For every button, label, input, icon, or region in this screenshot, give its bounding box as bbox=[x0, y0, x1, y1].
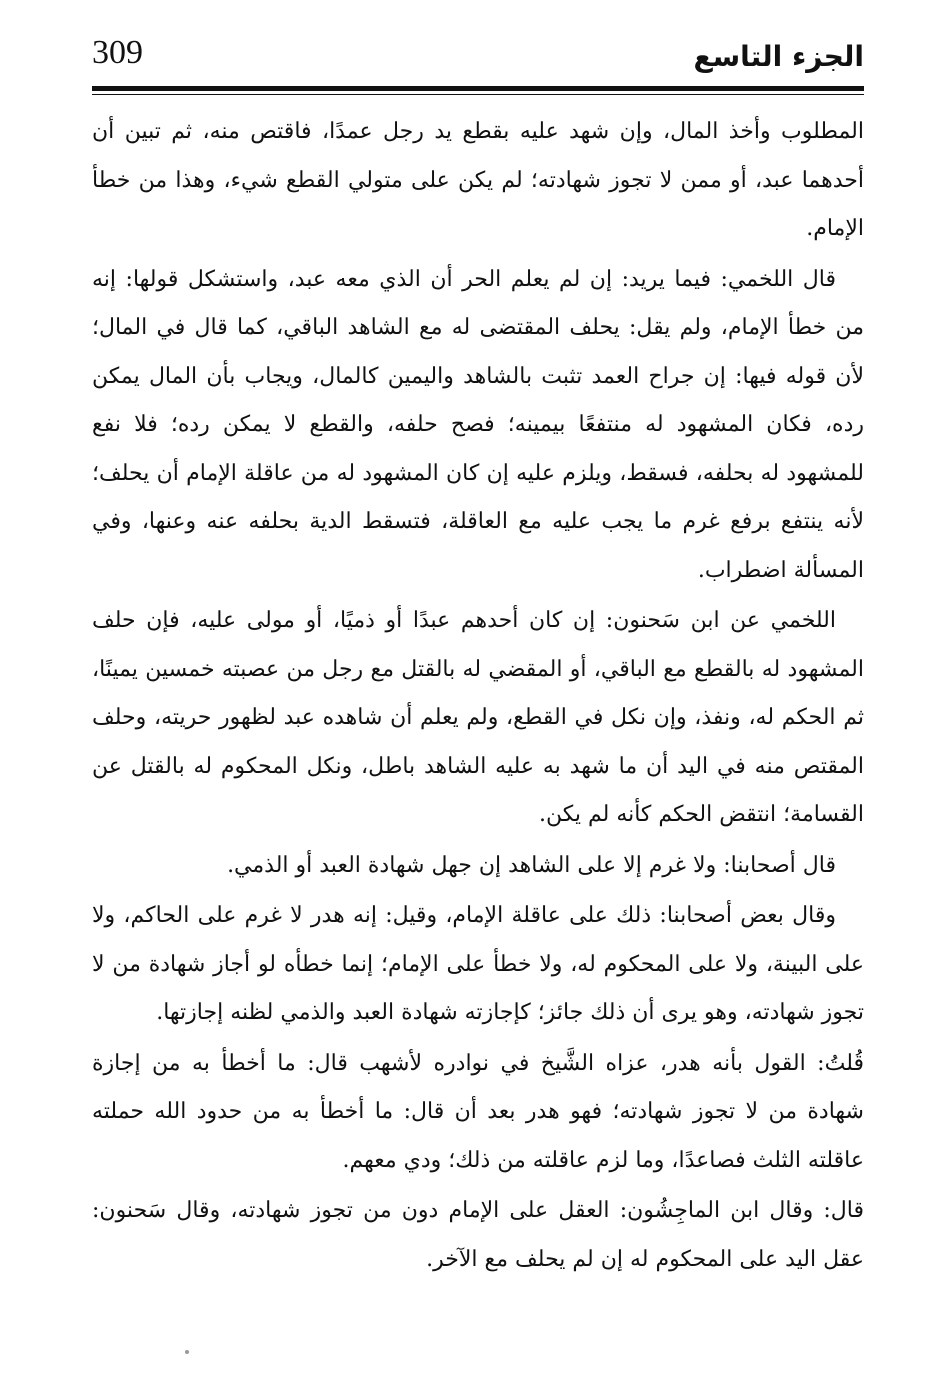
scan-dot bbox=[185, 1350, 189, 1354]
paragraph: اللخمي عن ابن سَحنون: إن كان أحدهم عبدًا أو ذميًا، أو مولى عليه، فإن حلف المشهود له بالقطع مع الباقي، أو المقضي له بالقتل مع رجل من عصبته خمسين يمينًا، ثم الحكم له، ونفذ، وإن نكل في القطع، ولم يعلم أن شاهده عبد لظهور حريته، وحلف المقتص منه في اليد أن ما شهد به عليه الشاهد باطل، ونكل المحكوم له بالقتل عن القسامة؛ انتقض الحكم كأنه لم يكن. bbox=[92, 608, 864, 827]
paragraph: قال: وقال ابن الماجِشُون: العقل على الإمام دون من تجوز شهادته، وقال سَحنون: عقل اليد على المحكوم له إن لم يحلف مع الآخر. bbox=[92, 1198, 864, 1272]
header-rule-thick bbox=[92, 86, 864, 91]
running-title: الجزء التاسع bbox=[693, 40, 864, 73]
paragraph: قال اللخمي: فيما يريد: إن لم يعلم الحر أن الذي معه عبد، واستشكل قولها: إنه من خطأ الإمام، ولم يقل: يحلف المقتضى له مع الشاهد الباقي، كما قال في المال؛ لأن قوله فيها: إن جراح العمد تثبت بالشاهد واليمين كالمال، ويجاب بأن المال يمكن رده، فكان المشهود له منتفعًا بيمينه؛ فصح حلفه، والقطع لا يمكن رده؛ فلا نفع للمشهود له بحلفه، فسقط، ويلزم عليه إن كان المشهود له من عاقلة الإمام أن يحلف؛ لأنه ينتفع برفع غرم ما يجب عليه مع العاقلة، فتسقط الدية بحلفه عنه وعنها، وفي المسألة اضطراب. bbox=[92, 266, 864, 583]
header-rule-thin bbox=[92, 94, 864, 95]
paragraph: وقال بعض أصحابنا: ذلك على عاقلة الإمام، وقيل: إنه هدر لا غرم على الحاكم، ولا على البينة، ولا على المحكوم له، ولا خطأ على الإمام؛ إنما خطأه لو أجاز شهادة من لا تجوز شهادته، وهو يرى أن ذلك جائز؛ كإجازته شهادة العبد والذمي لظنه إجازتها. bbox=[92, 903, 864, 1025]
page-number: 309 bbox=[92, 34, 143, 71]
paragraph: المطلوب وأخذ المال، وإن شهد عليه بقطع يد رجل عمدًا، فاقتص منه، ثم تبين أن أحدهما عبد، أو ممن لا تجوز شهادته؛ لم يكن على متولي القطع شيء، وهذا من خطأ الإمام. bbox=[92, 119, 864, 241]
paragraph: قال أصحابنا: ولا غرم إلا على الشاهد إن جهل شهادة العبد أو الذمي. bbox=[227, 852, 836, 878]
body-text bbox=[92, 108, 864, 1286]
paragraph: قُلتُ: القول بأنه هدر، عزاه الشَّيخ في نوادره لأشهب قال: ما أخطأ به من إجازة شهادة من لا تجوز شهادته؛ فهو هدر بعد أن قال: ما أخطأ به من حدود الله حملته عاقلته الثلث فصاعدًا، وما لزم عاقلته من ذلك؛ ودي معهم. bbox=[92, 1050, 864, 1173]
